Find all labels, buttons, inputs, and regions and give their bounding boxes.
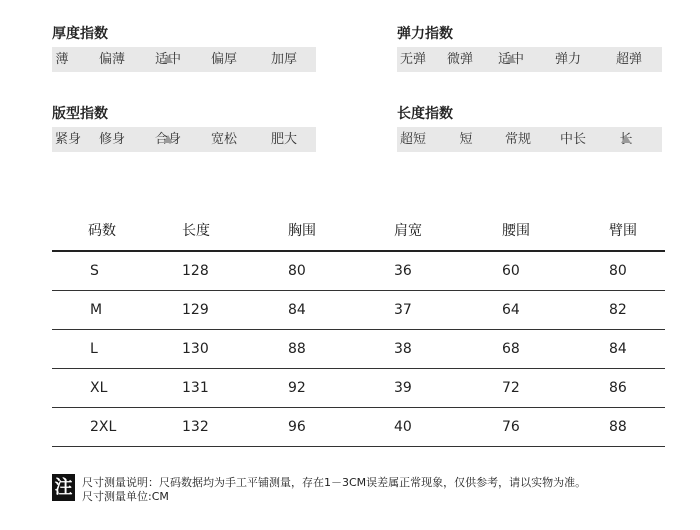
- table-cell: 37: [394, 302, 412, 318]
- note-line-2: 尺寸测量单位:CM: [82, 490, 169, 503]
- thickness-option: 加厚: [270, 52, 298, 67]
- fit-index-scale: [52, 127, 316, 152]
- table-cell: 92: [288, 380, 306, 396]
- table-cell: 96: [288, 419, 306, 435]
- fit-index-title: 版型指数: [52, 106, 108, 122]
- header-shoulder: 肩宽: [394, 223, 422, 239]
- header-arm: 臂围: [609, 223, 637, 239]
- table-cell: 130: [182, 341, 209, 357]
- length-option: 中长: [559, 132, 587, 147]
- elasticity-index: [397, 24, 662, 72]
- selected-marker-icon: [163, 135, 173, 143]
- table-cell: 128: [182, 263, 209, 279]
- fit-option: 宽松: [210, 132, 238, 147]
- elasticity-index-title: 弹力指数: [397, 26, 453, 42]
- table-cell: 86: [609, 380, 627, 396]
- thickness-option: 偏厚: [210, 52, 238, 67]
- note-line-1: 尺寸测量说明：尺码数据均为手工平铺测量，存在1－3CM误差属正常现象，仅供参考，请以实物为准。: [82, 476, 587, 489]
- length-option: 短: [459, 132, 473, 147]
- table-cell: 131: [182, 380, 209, 396]
- selected-marker-icon: [621, 135, 631, 143]
- table-cell: 132: [182, 419, 209, 435]
- header-waist: 腰围: [502, 223, 530, 239]
- table-cell: 39: [394, 380, 412, 396]
- table-row: [52, 369, 665, 408]
- header-chest: 胸围: [288, 223, 316, 239]
- elasticity-index-scale: [397, 47, 662, 72]
- thickness-index-scale: [52, 47, 316, 72]
- thickness-option: 偏薄: [98, 52, 126, 67]
- table-cell: 88: [288, 341, 306, 357]
- table-cell: XL: [90, 380, 108, 396]
- fit-option: 肥大: [270, 132, 298, 147]
- note-badge: 注: [52, 474, 75, 501]
- table-row: [52, 252, 665, 291]
- thickness-option: 适中: [154, 52, 182, 67]
- table-cell: 2XL: [90, 419, 117, 435]
- size-table: [52, 212, 665, 447]
- fit-option: 合身: [154, 132, 182, 147]
- table-cell: 40: [394, 419, 412, 435]
- length-option: 超短: [399, 132, 427, 147]
- header-size: 码数: [88, 223, 116, 239]
- table-cell: 84: [288, 302, 306, 318]
- table-row: [52, 408, 665, 447]
- table-cell: 84: [609, 341, 627, 357]
- table-cell: 129: [182, 302, 209, 318]
- header-length: 长度: [182, 223, 210, 239]
- elasticity-option: 无弹: [399, 52, 427, 67]
- length-index-title: 长度指数: [397, 106, 453, 122]
- length-option: 常规: [504, 132, 532, 147]
- length-option: 长: [619, 132, 633, 147]
- table-row: [52, 330, 665, 369]
- table-cell: 88: [609, 419, 627, 435]
- fit-option: 紧身: [54, 132, 82, 147]
- thickness-index-title: 厚度指数: [52, 26, 108, 42]
- length-index: [397, 104, 662, 152]
- elasticity-option: 超弹: [615, 52, 643, 67]
- size-table-header: [52, 212, 665, 252]
- thickness-index: [52, 24, 316, 72]
- table-cell: S: [90, 263, 99, 279]
- table-cell: 80: [609, 263, 627, 279]
- table-cell: 64: [502, 302, 520, 318]
- selected-marker-icon: [506, 55, 516, 63]
- table-cell: 76: [502, 419, 520, 435]
- table-cell: L: [90, 341, 98, 357]
- table-cell: 80: [288, 263, 306, 279]
- table-cell: 38: [394, 341, 412, 357]
- fit-index: [52, 104, 316, 152]
- elasticity-option: 适中: [497, 52, 525, 67]
- table-cell: 36: [394, 263, 412, 279]
- table-cell: M: [90, 302, 103, 318]
- thickness-option: 薄: [55, 52, 69, 67]
- table-cell: 68: [502, 341, 520, 357]
- fit-option: 修身: [98, 132, 126, 147]
- selected-marker-icon: [163, 55, 173, 63]
- table-cell: 60: [502, 263, 520, 279]
- table-cell: 82: [609, 302, 627, 318]
- table-row: [52, 291, 665, 330]
- elasticity-option: 弹力: [554, 52, 582, 67]
- table-cell: 72: [502, 380, 520, 396]
- elasticity-option: 微弹: [446, 52, 474, 67]
